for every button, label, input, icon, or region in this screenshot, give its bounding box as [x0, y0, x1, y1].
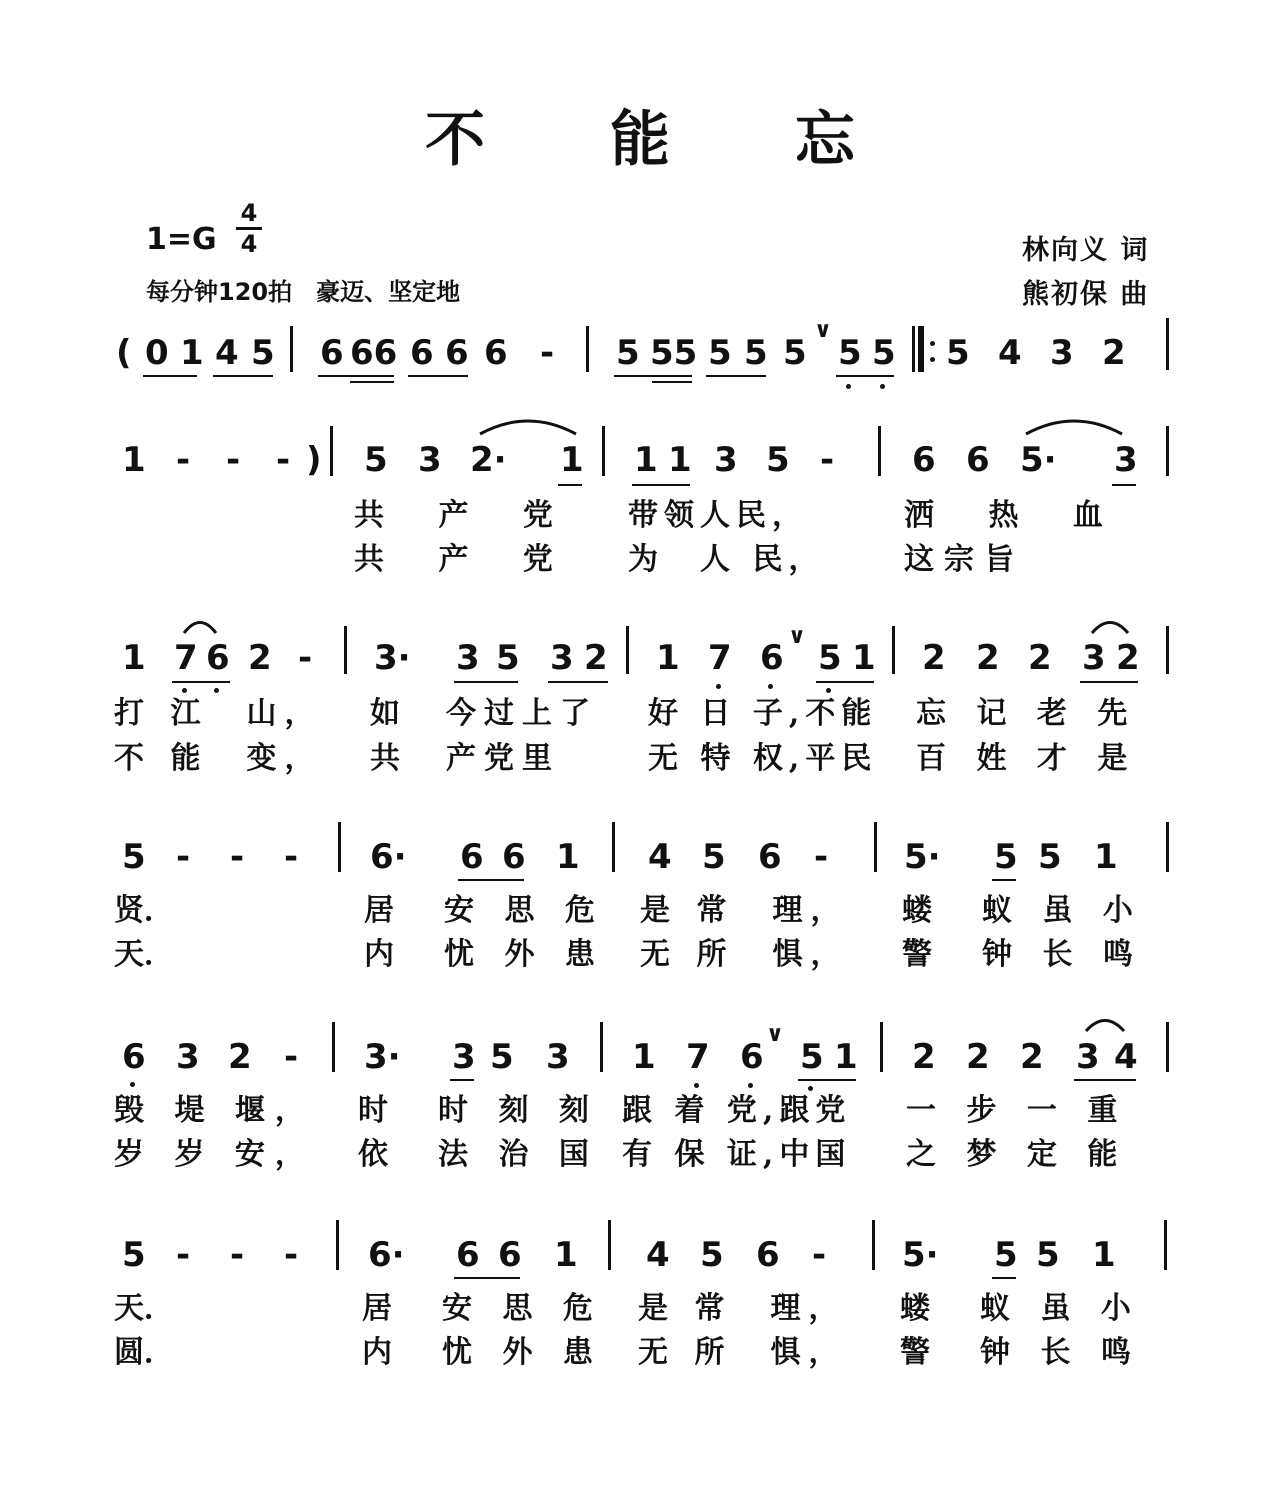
note: 5: [122, 1235, 146, 1275]
note: 7: [174, 638, 198, 678]
note: 1: [560, 440, 584, 480]
note: 3: [1076, 1037, 1100, 1077]
note: 5: [700, 1235, 724, 1275]
note: 2: [1020, 1037, 1044, 1077]
breath-mark: ∨: [788, 624, 806, 649]
lyric: 警 钟 长 鸣: [902, 937, 1143, 972]
lyric: 共 产党里: [370, 741, 560, 776]
note: 3: [456, 638, 480, 678]
note: 5: [122, 837, 146, 877]
lyric: 贤．: [114, 893, 174, 928]
note: 3: [1114, 440, 1138, 480]
bar-line: [1166, 626, 1169, 674]
lyric: 一 步 一 重: [906, 1093, 1128, 1128]
note: 1: [1094, 837, 1118, 877]
dash: -: [284, 837, 299, 877]
lyric: 跟 着 党,跟党: [622, 1093, 852, 1128]
bar-line: [600, 1022, 603, 1072]
bar-line: [1166, 1022, 1169, 1072]
lyric: 天．: [114, 1291, 174, 1326]
note: 3: [418, 440, 442, 480]
bar-line: [880, 1022, 883, 1072]
note: 6: [502, 837, 526, 877]
note: 3: [1082, 638, 1106, 678]
note: 3·: [364, 1037, 401, 1077]
slur: [476, 414, 580, 438]
note: 5·: [902, 1235, 939, 1275]
bar-line: [586, 326, 589, 372]
lyric: 内 忧 外 患: [364, 937, 605, 972]
bar-line: [1166, 822, 1169, 872]
bar-line: [290, 326, 293, 372]
lyric: 打 江 山，: [114, 696, 323, 731]
note: 1: [180, 333, 204, 373]
lyric: 居 安 思 危: [364, 893, 605, 928]
dash: -: [176, 837, 191, 877]
bar-line: [608, 1220, 611, 1270]
note: 5: [702, 837, 726, 877]
note: 2: [922, 638, 946, 678]
dash: -: [284, 1235, 299, 1275]
note: 1: [656, 638, 680, 678]
note: 1: [634, 440, 658, 480]
lyric: 忘 记 老 先: [916, 696, 1138, 731]
note: (: [116, 333, 132, 373]
lyric: 百 姓 才 是: [916, 741, 1138, 776]
note: 6: [206, 638, 230, 678]
note: 5: [994, 837, 1018, 877]
note: 5: [946, 333, 970, 373]
note: 5: [708, 333, 732, 373]
note: 6: [756, 1235, 780, 1275]
note: 2: [966, 1037, 990, 1077]
note: 4: [1114, 1037, 1138, 1077]
time-signature-top: 4: [240, 199, 258, 227]
note: 1: [668, 440, 692, 480]
lyric: 圆．: [114, 1335, 174, 1370]
note: 55: [650, 333, 698, 373]
note: 5: [818, 638, 842, 678]
repeat-start-bar: [912, 326, 915, 372]
note: 5: [490, 1037, 514, 1077]
lyric: 为 人 民，: [628, 542, 825, 577]
note: 3: [452, 1037, 476, 1077]
note: 2: [1116, 638, 1140, 678]
lyric: 是 常 理，: [640, 893, 849, 928]
bar-line: [878, 426, 881, 476]
bar-line: [1166, 426, 1169, 476]
note: 2: [248, 638, 272, 678]
dash: -: [226, 440, 241, 480]
lyric: 不 能 变，: [114, 741, 323, 776]
note: 0: [145, 333, 169, 373]
note: 3: [550, 638, 574, 678]
note: 2: [584, 638, 608, 678]
bar-line: [626, 626, 629, 674]
note: 4: [998, 333, 1022, 373]
bar-line: [612, 822, 615, 872]
lyric: 居 安 思 危: [362, 1291, 603, 1326]
note: 1: [632, 1037, 656, 1077]
note: 6·: [370, 837, 407, 877]
note: 5·: [904, 837, 941, 877]
note: 6: [122, 1037, 146, 1077]
slur: [1022, 414, 1126, 438]
lyric: 无 所 惧，: [638, 1335, 847, 1370]
note: 5: [616, 333, 640, 373]
slur: [1082, 1014, 1128, 1034]
time-signature-bottom: 4: [240, 230, 258, 258]
note: 3: [1050, 333, 1074, 373]
dash: -: [276, 440, 291, 480]
dash: -: [820, 440, 835, 480]
note: 2: [1028, 638, 1052, 678]
note: 5: [838, 333, 862, 373]
note: 5: [1038, 837, 1062, 877]
lyric: 天．: [114, 937, 174, 972]
note: 5: [744, 333, 768, 373]
note: 1: [834, 1037, 858, 1077]
breath-mark: ∨: [766, 1022, 784, 1047]
note: 2·: [470, 440, 507, 480]
note: 1: [556, 837, 580, 877]
note: 5: [1036, 1235, 1060, 1275]
lyric: 好 日 子,不能: [648, 696, 878, 731]
bar-line: [332, 1022, 335, 1072]
key-signature: 1=G: [146, 222, 217, 257]
dash: -: [176, 440, 191, 480]
lyric: 共 产 党: [354, 498, 575, 533]
note: 5: [766, 440, 790, 480]
note: 5: [783, 333, 807, 373]
lyric: 带领人民，: [628, 498, 808, 533]
note: 4: [648, 837, 672, 877]
lyric: 依 法 治 国: [358, 1137, 599, 1172]
note: 6: [445, 333, 469, 373]
note: 3: [176, 1037, 200, 1077]
lyric: 无 特 权,平民: [648, 741, 878, 776]
note: 6: [456, 1235, 480, 1275]
note: 2: [976, 638, 1000, 678]
note: 1: [852, 638, 876, 678]
lyricist-credit: 林向义 词: [1022, 235, 1150, 266]
note: 6: [758, 837, 782, 877]
bar-line: [1164, 1220, 1167, 1270]
note: 6: [498, 1235, 522, 1275]
lyric: 内 忧 外 患: [362, 1335, 603, 1370]
slur: [180, 616, 220, 636]
song-title: 不 能 忘: [425, 105, 907, 175]
lyric: 共 产 党: [354, 542, 575, 577]
lyric: 之 梦 定 能: [906, 1137, 1128, 1172]
composer-credit: 熊初保 曲: [1022, 279, 1150, 310]
bar-line: [602, 426, 605, 476]
note: 6: [320, 333, 344, 373]
note: 6: [460, 837, 484, 877]
note: 5: [994, 1235, 1018, 1275]
note: 5: [800, 1037, 824, 1077]
note: 6: [410, 333, 434, 373]
tempo-marking: 每分钟120拍 豪迈、坚定地: [146, 278, 461, 306]
lyric: 岁 岁 安，: [114, 1137, 315, 1172]
lyric: 这宗旨: [904, 542, 1024, 577]
lyric: 蝼 蚁 虽 小: [902, 893, 1143, 928]
bar-line: [344, 626, 347, 674]
note: 7: [686, 1037, 710, 1077]
note: 1: [122, 638, 146, 678]
dash: -: [230, 837, 245, 877]
dash: -: [812, 1235, 827, 1275]
note: 5: [872, 333, 896, 373]
dash: -: [230, 1235, 245, 1275]
dash: -: [176, 1235, 191, 1275]
note: 5·: [1020, 440, 1057, 480]
note: 3·: [374, 638, 411, 678]
breath-mark: ∨: [814, 318, 832, 343]
note: 4: [215, 333, 239, 373]
note: 1: [1092, 1235, 1116, 1275]
note: 66: [350, 333, 398, 373]
lyric: 是 常 理，: [638, 1291, 847, 1326]
note: 3: [546, 1037, 570, 1077]
lyric: 无 所 惧，: [640, 937, 849, 972]
note: 3: [714, 440, 738, 480]
note: 1: [554, 1235, 578, 1275]
bar-line: [338, 822, 341, 872]
lyric: 有 保 证,中国: [622, 1137, 852, 1172]
note: 6: [740, 1037, 764, 1077]
note: 6: [760, 638, 784, 678]
dash: -: [298, 638, 313, 678]
time-signature: [236, 200, 262, 257]
note: 6: [912, 440, 936, 480]
note: 6: [966, 440, 990, 480]
note: 2: [228, 1037, 252, 1077]
bar-line: [336, 1220, 339, 1270]
dash: -: [284, 1037, 299, 1077]
bar-line: [874, 822, 877, 872]
lyric: 蝼 蚁 虽 小: [900, 1291, 1141, 1326]
lyric: 时 时 刻 刻: [358, 1093, 599, 1128]
lyric: 如 今过上了: [370, 696, 598, 731]
note: 7: [708, 638, 732, 678]
note: 6: [484, 333, 508, 373]
dash: -: [814, 837, 829, 877]
bar-line: [892, 626, 895, 674]
bar-line: [1166, 318, 1169, 370]
dash: -: [540, 333, 555, 373]
note: 1: [122, 440, 146, 480]
bar-line: [330, 426, 333, 476]
note: 2: [912, 1037, 936, 1077]
note: ): [306, 440, 322, 480]
lyric: 警 钟 长 鸣: [900, 1335, 1141, 1370]
note: 2: [1102, 333, 1126, 373]
bar-line: [872, 1220, 875, 1270]
note: 5: [364, 440, 388, 480]
slur: [1088, 616, 1132, 636]
lyric: 毁 堤 堰，: [114, 1093, 315, 1128]
lyric: 洒 热 血: [904, 498, 1125, 533]
note: 4: [646, 1235, 670, 1275]
note: 5: [251, 333, 275, 373]
note: 5: [496, 638, 520, 678]
note: 6·: [368, 1235, 405, 1275]
